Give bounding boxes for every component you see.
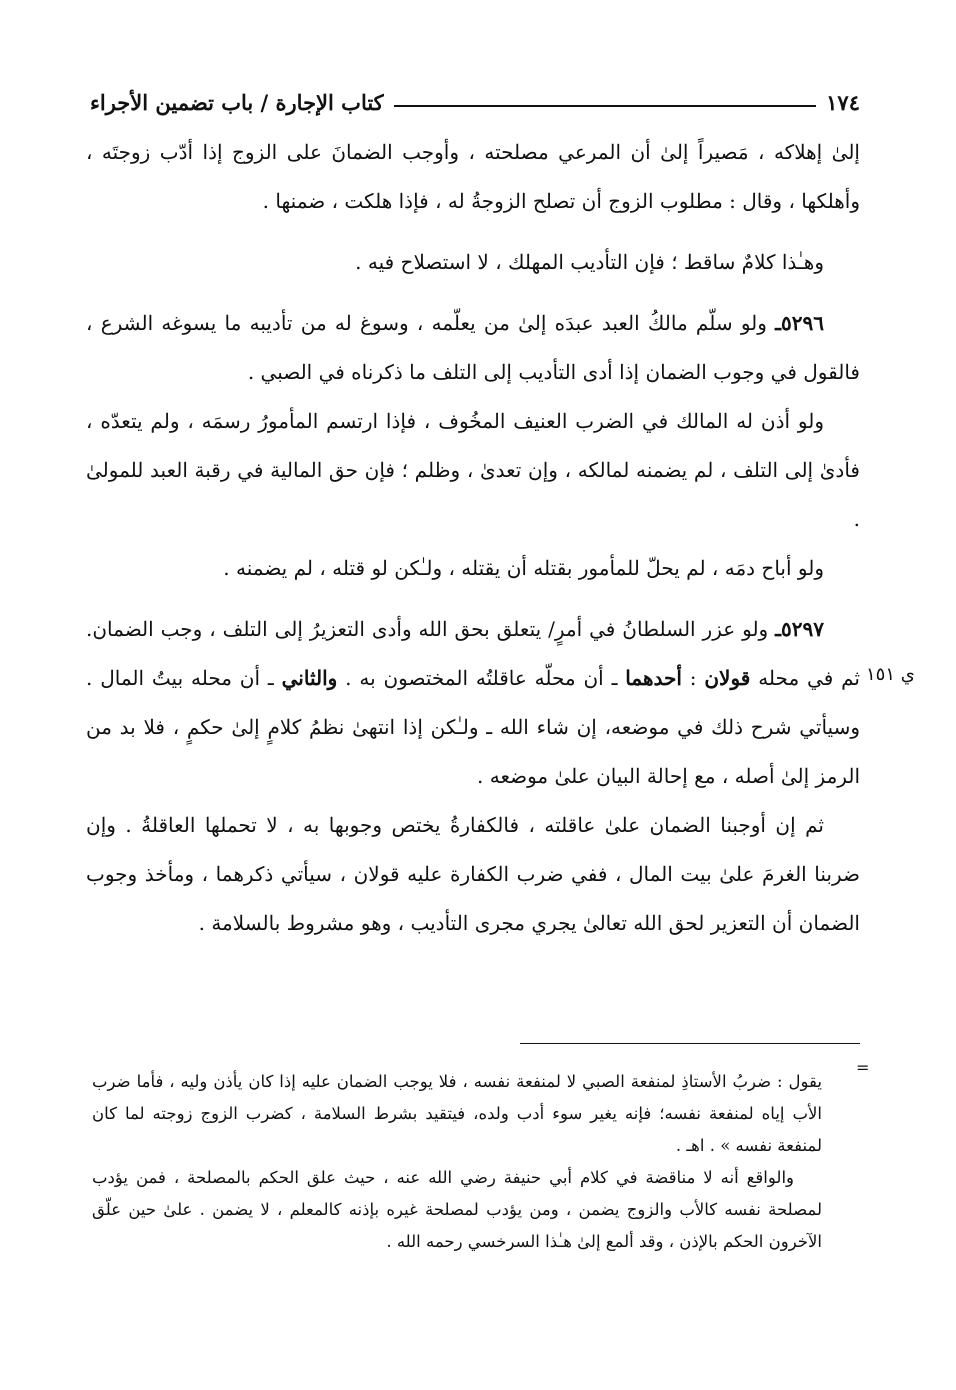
footnotes xyxy=(92,1066,822,1258)
margin-reference: ي ١٥١ xyxy=(866,664,915,685)
term-ahaduhuma: أحدهما xyxy=(625,666,682,690)
term-althani: والثاني xyxy=(281,666,338,690)
paragraph-3 xyxy=(86,299,860,397)
page-number: ١٧٤ xyxy=(826,89,860,115)
paragraph-4: ولو أذن له المالك في الضرب العنيف المخُوف ، فإذا ارتسم المأمورُ رسمَه ، ولم يتعدّه ، فأدىٰ إلى التلف ، لم يضمنه لمالكه ، وإن تعدىٰ ، وظلم ؛ فإن حق المالية في رقبة العبد للمولىٰ . xyxy=(86,409,860,531)
main-text xyxy=(86,128,860,948)
paragraph-6-text-c: : xyxy=(681,666,705,690)
section-number: ٥٢٩٦ـ xyxy=(775,311,824,335)
paragraph-5: ولو أباح دمَه ، لم يحلّ للمأمور بقتله أن يقتله ، ولـٰكن لو قتله ، لم يضمنه . xyxy=(223,556,824,580)
footnote-2: والواقع أنه لا مناقضة في كلام أبي حنيفة رضي الله عنه ، حيث علق الحكم بالمصلحة ، فمن يؤدب لمصلحة نفسه كالأب والزوج يضمن ، ومن يؤدب لمصلحة غيره بإذنه كالمعلم ، لا يضمن . علىٰ حين علّق الآخرون الحكم بالإذن ، وقد ألمع إلىٰ هـٰذا السرخسي رحمه الله . xyxy=(92,1168,822,1251)
footnote-separator xyxy=(520,1043,860,1044)
chapter-title: كتاب الإجارة / باب تضمين الأجراء xyxy=(90,89,384,115)
footnote-continuation-marker: = xyxy=(856,1058,870,1077)
paragraph-2: وهـٰذا كلامٌ ساقط ؛ فإن التأديب المهلك ، لا استصلاح فيه . xyxy=(355,250,824,274)
section-number: ٥٢٩٧ـ xyxy=(775,617,824,641)
paragraph-6-text-a: ولو عزر السلطانُ في أمرٍ/ يتعلق بحق الله وأدى التعزيرُ إلى التلف ، وجب الضمان. ثم في محله xyxy=(86,617,860,690)
paragraph-3-text: ولو سلّم مالكُ العبد عبدَه إلىٰ من يعلّمه ، وسوغ له من تأديبه ما يسوغه الشرع ، فالقول في وجوب الضمان إذا أدى التأديب إلى التلف ما ذكرناه في الصبي . xyxy=(86,311,860,384)
term-qawlan: قولان xyxy=(704,666,751,690)
paragraph-1: إلىٰ إهلاكه ، مَصيراً إلىٰ أن المرعي مصلحته ، وأوجب الضمانَ على الزوج إذا أدّب زوجتَه ، وأهلكها ، وقال : مطلوب الزوج أن تصلح الزوجةُ له ، فإذا هلكت ، ضمنها . xyxy=(86,140,860,213)
paragraph-6 xyxy=(86,605,860,801)
running-header xyxy=(90,82,860,122)
paragraph-6-text-e: ـ أن محلّه عاقلتُه المختصون به . xyxy=(337,666,626,690)
header-rule xyxy=(394,105,816,107)
paragraph-6-text-g: ـ أن محله بيتُ المال . وسيأتي شرح ذلك في موضعه، إن شاء الله ـ ولـٰكن إذا انتهىٰ نظمُ كلامٍ إلىٰ حكمٍ ، فلا بد من الرمز إلىٰ أصله ، مع إحالة البيان علىٰ موضعه . xyxy=(86,666,860,788)
footnote-1: يقول : ضربُ الأستاذِ لمنفعة الصبي لا لمنفعة نفسه ، فلا يوجب الضمان عليه إذا كان يأذن وليه ، فأما ضرب الأب إياه لمنفعة نفسه؛ فإنه يغير سوء أدب ولده، فيتقيد بشرط السلامة ، كضرب الزوج زوجته لما كان لمنفعة نفسه » . اهـ . xyxy=(92,1072,822,1155)
paragraph-7: ثم إن أوجبنا الضمان علىٰ عاقلته ، فالكفارةُ يختص وجوبها به ، لا تحملها العاقلةُ . وإن ضربنا الغرمَ علىٰ بيت المال ، ففي ضرب الكفارة عليه قولان ، سيأتي ذكرهما ، ومأخذ وجوب الضمان أن التعزير لحق الله تعالىٰ يجري مجرى التأديب ، وهو مشروط بالسلامة . xyxy=(86,813,860,935)
